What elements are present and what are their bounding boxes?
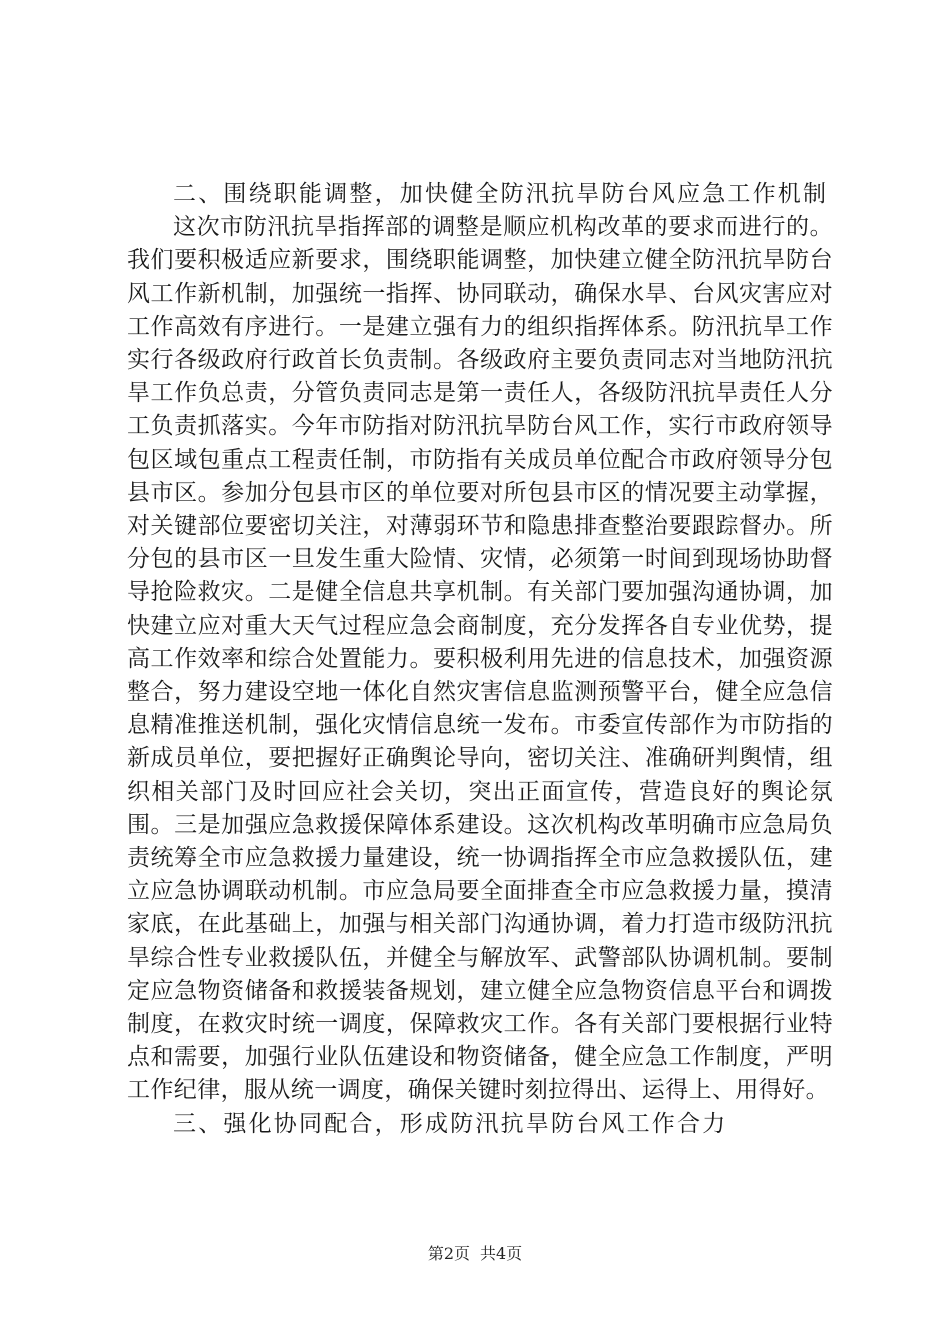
page-footer [0,1244,950,1264]
body-paragraph: 这次市防汛抗旱指挥部的调整是顺应机构改革的要求而进行的。我们要积极适应新要求，围绕职能调整，加快建立健全防汛抗旱防台风工作新机制，加强统一指挥、协同联动，确保水旱、台风灾害应对工作高效有序进行。一是建立强有力的组织指挥体系。防汛抗旱工作实行各级政府行政首长负责制。各级政府主要负责同志对当地防汛抗旱工作负总责，分管负责同志是第一责任人，各级防汛抗旱责任人分工负责抓落实。今年市防指对防汛抗旱防台风工作，实行市政府领导包区域包重点工程责任制，市防指有关成员单位配合市政府领导分包县市区。参加分包县市区的单位要对所包县市区的情况要主动掌握，对关键部位要密切关注，对薄弱环节和隐患排查整治要跟踪督办。所分包的县市区一旦发生重大险情、灾情，必须第一时间到现场协助督导抢险救灾。二是健全信息共享机制。有关部门要加强沟通协调，加快建立应对重大天气过程应急会商制度，充分发挥各自专业优势，提高工作效率和综合处置能力。要积极利用先进的信息技术，加强资源整合，努力建设空地一体化自然灾害信息监测预警平台，健全应急信息精准推送机制，强化灾情信息统一发布。市委宣传部作为市防指的新成员单位，要把握好正确舆论导向，密切关注、准确研判舆情，组织相关部门及时回应社会关切，突出正面宣传，营造良好的舆论氛围。三是加强应急救援保障体系建设。这次机构改革明确市应急局负责统筹全市应急救援力量建设，统一协调指挥全市应急救援队伍，建立应急协调联动机制。市应急局要全面排查全市应急救援力量，摸清家底，在此基础上，加强与相关部门沟通协调，着力打造市级防汛抗旱综合性专业救援队伍，并健全与解放军、武警部队协调机制。要制定应急物资储备和救援装备规划，建立健全应急物资信息平台和调拨制度，在救灾时统一调度，保障救灾工作。各有关部门要根据行业特点和需要，加强行业队伍建设和物资储备，健全应急工作制度，严明工作纪律，服从统一调度，确保关键时刻拉得出、运得上、用得好。 [127,214,833,1104]
section-heading-2: 二、围绕职能调整，加快健全防汛抗旱防台风应急工作机制 [173,181,829,207]
document-body [127,178,833,1141]
section-heading-3: 三、强化协同配合，形成防汛抗旱防台风工作合力 [173,1110,728,1137]
page-total: 共4页 [480,1244,523,1263]
page-number: 第2页 [427,1244,470,1263]
